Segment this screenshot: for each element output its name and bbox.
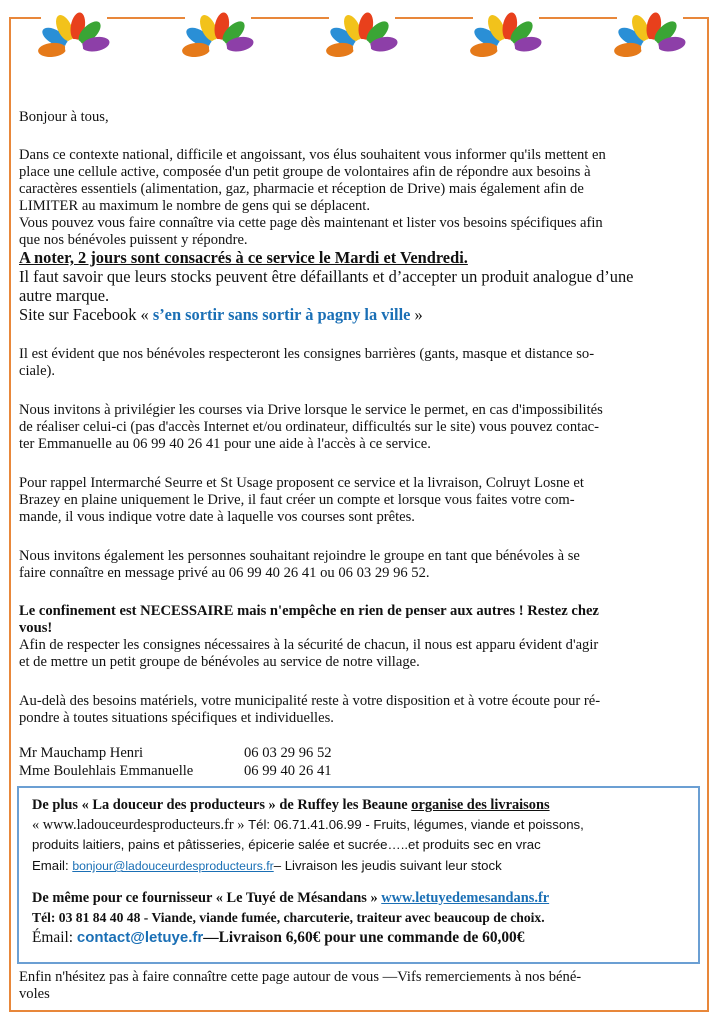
supplier2-email-line [32, 929, 524, 946]
facebook-link[interactable]: s’en sortir sans sortir à pagny la ville [152, 305, 411, 324]
supplier2-email-suffix: —Livraison 6,60€ pour une commande de 60,00€ [203, 929, 525, 946]
supplier1-email-link[interactable]: bonjour@ladouceurdesproducteurs.fr [72, 859, 274, 873]
safety-line-2: et de mettre un petit groupe de bénévoles au service de notre village. [19, 654, 420, 670]
hands-icon [614, 8, 687, 72]
supplier2-title-text: De même pour ce fournisseur « Le Tuyé de Mésandans » [32, 890, 382, 906]
supplier1-title-text: De plus « La douceur des producteurs » de Ruffey les Beaune [32, 797, 412, 813]
volunteers-line-2: faire connaître en message privé au 06 99 40 26 41 ou 06 03 29 96 52. [19, 565, 430, 581]
facebook-line [19, 306, 707, 324]
hands-icon [182, 8, 255, 72]
supplier1-email-suffix: – Livraison les jeudis suivant leur stock [273, 858, 502, 873]
supplier2-tel: Tél: 03 81 84 40 48 [32, 910, 141, 925]
hands-icon [470, 8, 543, 72]
barrier-line-1: Il est évident que nos bénévoles respecteront les consignes barrières (gants, masque et distance so- [19, 346, 595, 362]
facebook-suffix: » [410, 305, 423, 324]
supplier1-title [32, 797, 550, 814]
intro-line-4: LIMITER au maximum le nombre de gens qui se déplacent. [19, 198, 370, 214]
intro-line-3: caractères essentiels (alimentation, gaz, pharmacie et réception de Drive) mais également afin de [19, 181, 584, 197]
volunteers-line-1: Nous invitons également les personnes souhaitant rejoindre le groupe en tant que bénévoles à se [19, 548, 580, 564]
contact-phone: 06 99 40 26 41 [244, 763, 332, 779]
facebook-prefix: Site sur Facebook « [19, 305, 153, 324]
contact-name: Mme Boulehlais Emmanuelle [19, 763, 194, 779]
drive-line-1: Nous invitons à privilégier les courses via Drive lorsque le service le permet, en cas d'impossibilités [19, 402, 603, 418]
supplier2-products: - Viande, viande fumée, charcuterie, traiteur avec beaucoup de choix. [140, 910, 545, 925]
hands-strip [0, 0, 724, 82]
supplier1-line-2 [32, 816, 584, 834]
supplier2-website-link[interactable]: www.letuyedemesandans.fr [381, 890, 550, 906]
supplier1-email-label: Email: [32, 858, 73, 873]
supplier2-tel-line [32, 909, 545, 926]
intro-line-6: que nos bénévoles puissent y répondre. [19, 232, 248, 248]
supplier2-title [32, 890, 549, 907]
municipality-line-2: pondre à toutes situations spécifiques et individuelles. [19, 710, 334, 726]
intro-line-2: place une cellule active, composée d'un petit groupe de volontaires afin de répondre aux besoins à [19, 164, 591, 180]
intro-line-1: Dans ce contexte national, difficile et angoissant, vos élus souhaitent vous informer qu'ils mettent en [19, 147, 606, 163]
intro-line-5: Vous pouvez vous faire connaître via cette page dès maintenant et lister vos besoins spécifiques afin [19, 215, 603, 231]
stock-line-2: autre marque. [19, 286, 110, 305]
confinement-line-2: vous! [19, 620, 53, 636]
closing-line-1: Enfin n'hésitez pas à faire connaître cette page autour de vous —Vifs remerciements à nos béné- [19, 969, 582, 985]
municipality-line-1: Au-delà des besoins matériels, votre municipalité reste à votre disposition et à votre écoute pour ré- [19, 693, 601, 709]
supplier1-email-line [32, 857, 502, 875]
drive-line-2: de réaliser celui-ci (pas d'accès Internet et/ou ordinateur, difficultés sur le site) vous pouvez contac- [19, 419, 600, 435]
barrier-line-2: ciale). [19, 363, 56, 379]
stock-line-1: Il faut savoir que leurs stocks peuvent être défaillants et d’accepter un produit analogue d’une [19, 267, 634, 286]
supplier2-email-label: Émail: [32, 929, 77, 946]
service-days-note: A noter, 2 jours sont consacrés à ce service le Mardi et Vendredi. [19, 248, 468, 267]
drive-line-3: ter Emmanuelle au 06 99 40 26 41 pour une aide à l'accès à ce service. [19, 436, 431, 452]
stores-line-2: Brazey en plaine uniquement le Drive, il faut créer un compte et lorsque vous faites votre com- [19, 492, 575, 508]
supplier1-line-3: produits laitiers, pains et pâtisseries, épicerie salée et sucrée…..et produits sec en vrac [32, 837, 541, 852]
supplier1-title-underlined: organise des livraisons [411, 797, 550, 813]
header-decoration [0, 0, 724, 82]
supplier2-email-link[interactable]: contact@letuye.fr [76, 929, 204, 946]
stores-line-1: Pour rappel Intermarché Seurre et St Usage proposent ce service et la livraison, Colruyt Losne et [19, 475, 584, 491]
contact-name: Mr Mauchamp Henri [19, 745, 144, 761]
supplier1-website: « www.ladouceurdesproducteurs.fr » [32, 817, 249, 833]
safety-line-1: Afin de respecter les consignes nécessaires à la sécurité de chacun, il nous est apparu évident d'agir [19, 637, 599, 653]
hands-icon [38, 8, 111, 72]
greeting: Bonjour à tous, [19, 109, 109, 125]
supplier1-details: Tél: 06.71.41.06.99 - Fruits, légumes, viande et poissons, [248, 817, 584, 832]
closing-line-2: voles [19, 986, 50, 1002]
hands-icon [326, 8, 399, 72]
stores-line-3: mande, il vous indique votre date à laquelle vos courses sont prêtes. [19, 509, 415, 525]
contact-phone: 06 03 29 96 52 [244, 745, 332, 761]
confinement-line-1: Le confinement est NECESSAIRE mais n'empêche en rien de penser aux autres ! Restez chez [19, 603, 599, 619]
